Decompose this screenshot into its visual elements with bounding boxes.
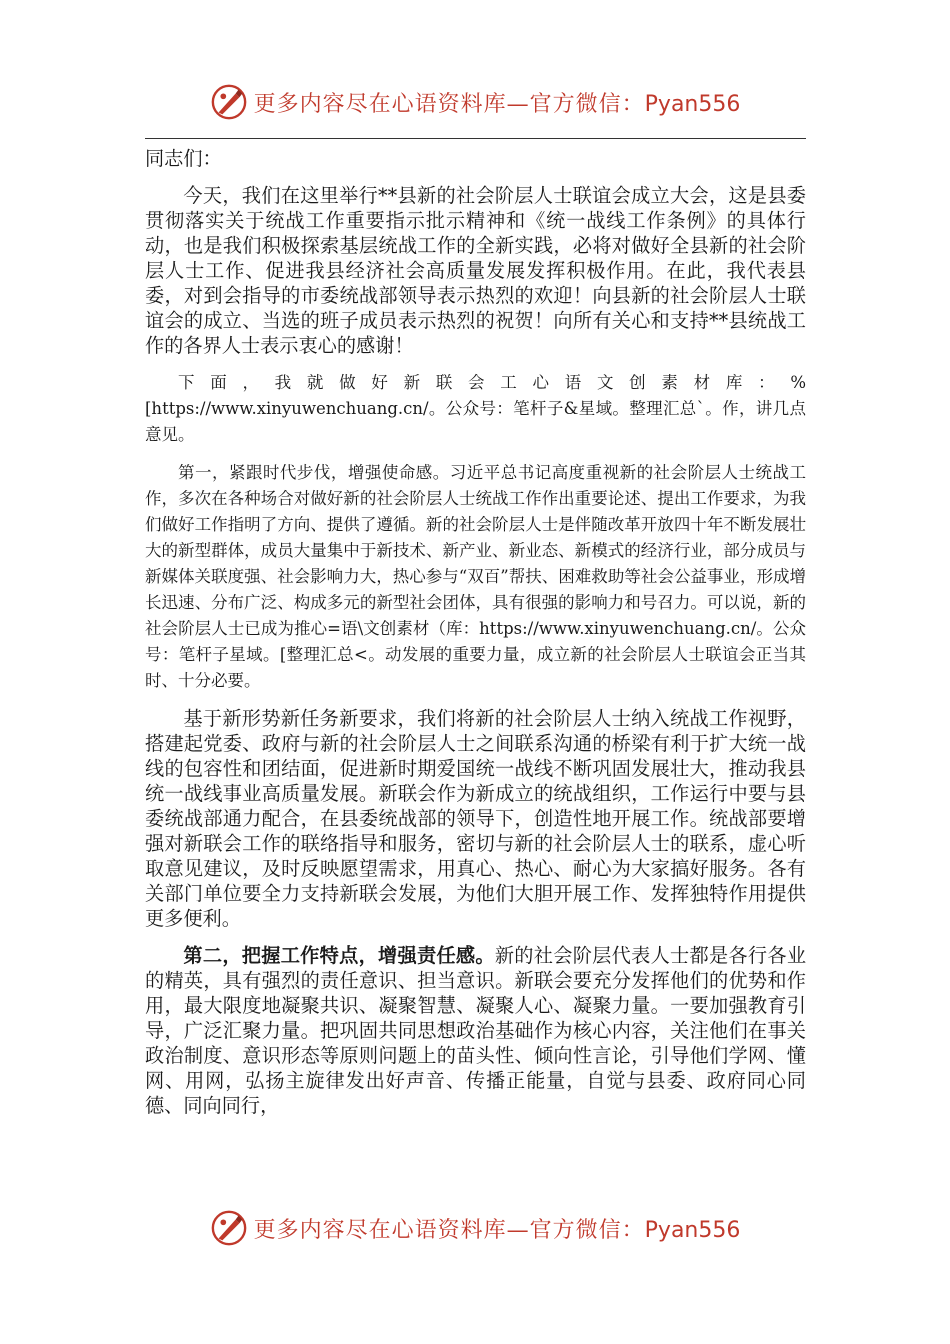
salutation: 同志们： bbox=[145, 147, 222, 170]
pen-logo-icon bbox=[210, 1209, 248, 1247]
paragraph-4: 基于新形势新任务新要求，我们将新的社会阶层人士纳入统战工作视野，搭建起党委、政府与新的社会阶层人士之间联系沟通的桥梁有利于扩大统一战线的包容性和团结面，促进新时期爱国统一战线不断巩固发展壮大，推动我县统一战线事业高质量发展。新联会作为新成立的统战组织，工作运行中要与县委统战部通力配合，在县委统战部的领导下，创造性地开展工作。统战部要增强对新联会工作的联络指导和服务，密切与新的社会阶层人士的联系，虚心听取意见建议，及时反映愿望需求，用真心、热心、耐心为大家搞好服务。各有关部门单位要全力支持新联会发展，为他们大胆开展工作、发挥独特作用提供更多便利。 bbox=[145, 707, 806, 930]
header-divider bbox=[145, 138, 806, 139]
section-heading: 第二，把握工作特点，增强责任感。 bbox=[183, 944, 495, 967]
banner-title: 更多内容尽在心语资料库—官方微信：Pyan556 bbox=[253, 91, 741, 117]
paragraph-1: 今天，我们在这里举行**县新的社会阶层人士联谊会成立大会，这是县委贯彻落实关于统战工作重要指示批示精神和《统一战线工作条例》的具体行动，也是我们积极探索基层统战工作的全新实践，必将对做好全县新的社会阶层人士工作、促进我县经济社会高质量发展发挥积极作用。在此，我代表县委，对到会指导的市委统战部领导表示热烈的欢迎！向县新的社会阶层人士联谊会的成立、当选的班子成员表示热烈的祝贺！向所有关心和支持**县统战工作的各界人士表示衷心的感谢！ bbox=[145, 184, 806, 357]
paragraph-5-body: 新的社会阶层代表人士都是各行各业的精英，具有强烈的责任意识、担当意识。新联会要充分发挥他们的优势和作用，最大限度地凝聚共识、凝聚智慧、凝聚人心、凝聚力量。一要加强教育引导，广泛汇聚力量。把巩固共同思想政治基础作为核心内容，关注他们在事关政治制度、意识形态等原则问题上的苗头性、倾向性言论，引导他们学网、懂网、用网，弘扬主旋律发出好声音、传播正能量，自觉与县委、政府同心同德、同向同行， bbox=[145, 944, 807, 1117]
paragraph-2: 下面，我就做好新联会工心语文创素材库：%[https://www.xinyuwenchuang.cn/。公众号：笔杆子&星域。整理汇总`。作，讲几点意见。 bbox=[145, 373, 806, 444]
wechat-id: Pyan556 bbox=[644, 1217, 741, 1243]
header-banner bbox=[0, 80, 950, 124]
document-body bbox=[145, 146, 806, 1118]
wechat-id: Pyan556 bbox=[644, 91, 741, 117]
footer-banner bbox=[0, 1206, 950, 1250]
banner-title: 更多内容尽在心语资料库—官方微信：Pyan556 bbox=[253, 1217, 741, 1243]
paragraph-3: 第一，紧跟时代步伐，增强使命感。习近平总书记高度重视新的社会阶层人士统战工作，多次在各种场合对做好新的社会阶层人士统战工作作出重要论述、提出工作要求，为我们做好工作指明了方向、提供了遵循。新的社会阶层人士是伴随改革开放四十年不断发展壮大的新型群体，成员大量集中于新技术、新产业、新业态、新模式的经济行业，部分成员与新媒体关联度强、社会影响力大，热心参与“双百”帮扶、困难救助等社会公益事业，形成增长迅速、分布广泛、构成多元的新型社会团体，具有很强的影响力和号召力。可以说，新的社会阶层人士已成为推心=语\文创素材（库：https://www.xinyuwenchuang.cn/。公众号：笔杆子星域。[整理汇总<。动发展的重要力量，成立新的社会阶层人士联谊会正当其时、十分必要。 bbox=[145, 463, 806, 690]
paragraph-5 bbox=[145, 943, 806, 1118]
pen-logo-icon bbox=[210, 83, 248, 121]
